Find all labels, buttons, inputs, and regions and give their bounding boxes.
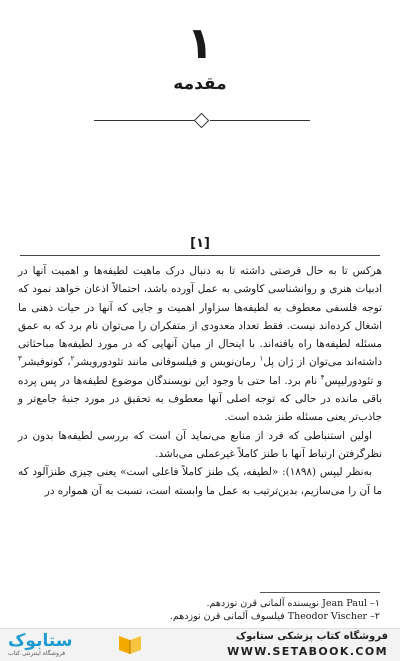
- section-marker: [۱]: [190, 236, 210, 251]
- footnote-ref-1[interactable]: ۱: [259, 355, 264, 364]
- paragraph-1-part-b: رمان‌نویس و فیلسوفانی مانند تئودورویشر: [74, 356, 260, 369]
- open-book-icon: [116, 634, 144, 656]
- section-rule: [20, 255, 380, 256]
- divider-line-right: [210, 120, 310, 121]
- footnote-ref-3[interactable]: ۳: [18, 355, 22, 364]
- footer-banner: [0, 628, 400, 661]
- paragraph-2: اولین استنباطی که فرد از منابع می‌نماید آن است که بررسی لطیفه‌ها بدون در نظرگرفتن ارتباط آنها با طنز کاملاً غیرعملی می‌باشد.: [18, 429, 382, 460]
- logo-tagline: فروشگاه اینترنتی کتاب: [8, 650, 66, 657]
- logo-wordmark: ستابوک: [8, 631, 73, 651]
- chapter-title: مقدمه: [173, 74, 227, 94]
- paragraph-1: [18, 262, 382, 427]
- footnote-2: ۲– Theodor Vischer فیلسوف آلمانی قرن نوزدهم.: [169, 611, 380, 622]
- footnotes: [20, 597, 380, 625]
- footnote-ref-4[interactable]: ۴: [320, 373, 325, 382]
- body-text: [18, 262, 382, 500]
- footnote-ref-2[interactable]: ۲: [70, 355, 75, 364]
- paragraph-1-part-e: نام برد. اما حتی با وجود این نویسندگان موضوع لطیفه‌ها در پس پرده باقی مانده در حالی که توجه اصلی آنها معطوف به تحقیق در مورد جنبۀ جامع‌تر و جاذب‌تر یعنی مسئله طنز شده است.: [18, 374, 382, 424]
- paragraph-1-part-d: و تئودورلیپس: [324, 374, 383, 387]
- footnote-1: ۱– Jean Paul نویسنده آلمانی قرن نوزدهم.: [206, 598, 380, 609]
- store-name: فروشگاه کتاب پزشکی ستابوک: [235, 631, 388, 642]
- setabook-logo[interactable]: [8, 632, 112, 658]
- footnote-rule: [260, 592, 380, 593]
- paragraph-1-part-c: ، کونوفیشر: [21, 356, 71, 369]
- divider-line-left: [94, 120, 194, 121]
- store-url-link[interactable]: WWW.SETABOOK.COM: [227, 645, 388, 658]
- chapter-number: ۱: [186, 18, 214, 69]
- paragraph-3: به‌نظر لیپس (۱۸۹۸): «لطیفه، یک طنز کاملاً فاعلی است» یعنی چیزی طنزآلود که ما آن را می‌سازیم، بدین‌ترتیب به عمل ما وابسته است، نسبت به آن همواره در: [18, 466, 382, 497]
- paragraph-1-part-a: هرکس تا به حال فرصتی داشته تا به دنبال درک ماهیت لطیفه‌ها و اهمیت آنها در ادبیات هنری و روانشناسی کاوشی به عمل آورده باشد، احتمالاً اذعان خواهد نمود که توجه فلسفی معطوف به لطیفه‌ها سزاوار اهمیت و جایی که آنها در حیات ذهنی ما اشغال کرده‌اند نیست. فقط تعداد معدودی از متفکران را می‌توان نام برد که به عمق مسئله لطیفه‌ها راه یافته‌اند. با اینحال از میان آنهایی که در مورد لطیفه‌ها مباحثاتی داشته‌اند می‌توان از ژان پل: [18, 265, 383, 369]
- diamond-ornament-icon: [194, 113, 210, 129]
- ornamental-divider: [94, 114, 310, 128]
